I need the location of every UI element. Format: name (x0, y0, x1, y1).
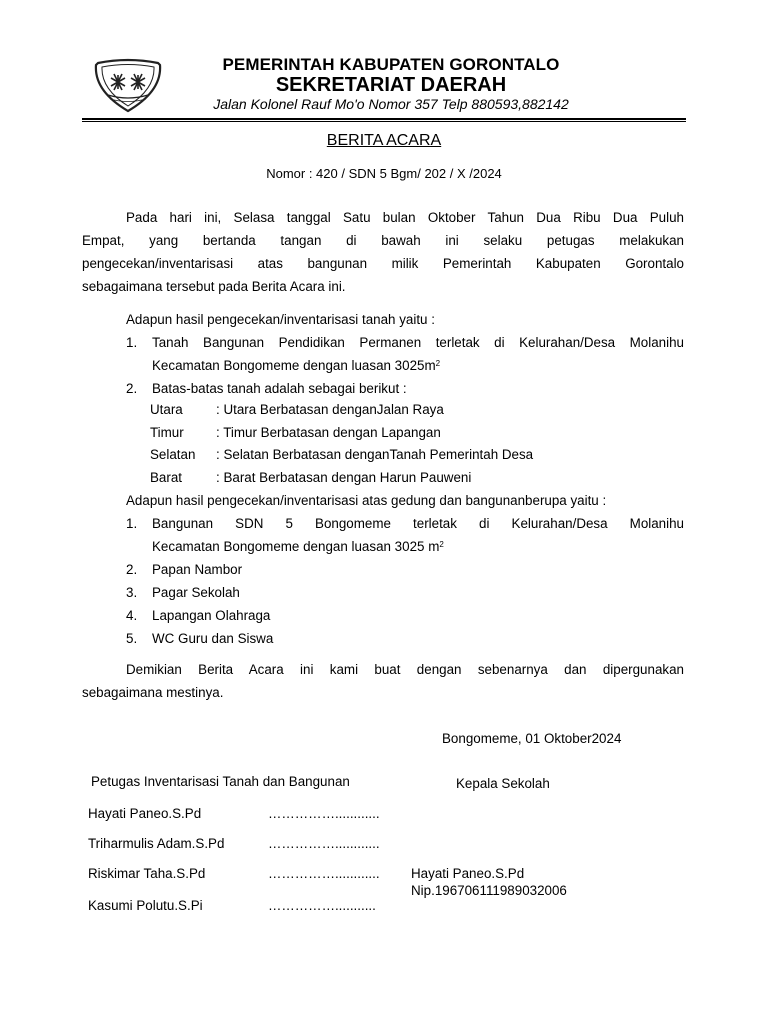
list-text: WC Guru dan Siswa (152, 631, 274, 646)
superscript: 2 (435, 359, 441, 368)
boundary-direction: Utara (150, 402, 183, 417)
boundary-description: : Barat Berbatasan dengan Harun Pauweni (216, 469, 472, 485)
closing-paragraph (82, 658, 684, 704)
intro-line: pengecekan/inventarisasi atas bangunan milik Pemerintah Kabupaten Gorontalo (82, 256, 684, 271)
list-text: Bangunan SDN 5 Bongomeme terletak di Kelurahan/Desa Molanihu (152, 516, 684, 531)
list-text: Kecamatan Bongomeme dengan luasan 3025m (152, 358, 436, 373)
officers-heading: Petugas Inventarisasi Tanah dan Bangunan (91, 774, 350, 789)
superscript: 2 (439, 540, 444, 549)
closing-line: Demikian Berita Acara ini kami buat dengan sebenarnya dan dipergunakan (126, 662, 684, 677)
building-section-heading: Adapun hasil pengecekan/inventarisasi atas gedung dan bangunanberupa yaitu : (126, 493, 607, 508)
list-number: 2. (126, 381, 138, 396)
letterhead-address: Jalan Kolonel Rauf Mo'o Nomor 357 Telp 880593,882142 (213, 96, 569, 112)
list-number: 1. (126, 516, 138, 531)
boundaries-table (150, 399, 533, 489)
list-number: 2. (126, 562, 138, 577)
principal-nip: Nip.196706111989032006 (411, 883, 567, 898)
list-item-continuation (126, 354, 684, 377)
boundary-row (150, 467, 533, 490)
letterhead-government: PEMERINTAH KABUPATEN GORONTALO (222, 55, 560, 74)
list-item (126, 581, 684, 604)
signature-line: ……………............ (268, 806, 380, 821)
place-date: Bongomeme, 01 Oktober2024 (442, 731, 622, 746)
intro-line: sebagaimana tersebut pada Berita Acara ini. (82, 279, 346, 294)
list-item (126, 377, 684, 400)
boundary-direction: Timur (150, 424, 184, 440)
land-section-heading: Adapun hasil pengecekan/inventarisasi tanah yaitu : (126, 312, 435, 327)
intro-line: Empat, yang bertanda tangan di bawah ini selaku petugas melakukan (82, 233, 684, 248)
officer-name: Kasumi Polutu.S.Pi (88, 898, 203, 913)
list-item (126, 512, 684, 535)
boundary-row (150, 399, 533, 422)
list-item (126, 558, 684, 581)
list-text: Batas-batas tanah adalah sebagai berikut : (152, 381, 407, 396)
boundary-description: : Selatan Berbatasan denganTanah Pemerintah Desa (216, 447, 534, 462)
list-item (126, 331, 684, 354)
letterhead-secretariat: SEKRETARIAT DAERAH (275, 74, 507, 96)
signature-line: ……………............ (268, 836, 380, 851)
list-text: Lapangan Olahraga (152, 608, 271, 623)
list-number: 5. (126, 631, 138, 646)
list-number: 1. (126, 335, 138, 350)
officer-name: Riskimar Taha.S.Pd (88, 866, 206, 881)
signature-line: ……………............ (268, 866, 380, 881)
list-text: Pagar Sekolah (152, 585, 240, 600)
list-text: Papan Nambor (152, 562, 243, 577)
intro-paragraph (82, 206, 684, 298)
list-number: 3. (126, 585, 138, 600)
list-item (126, 627, 684, 650)
principal-heading: Kepala Sekolah (456, 776, 550, 791)
letterhead-rule-thin (82, 121, 686, 122)
principal-name: Hayati Paneo.S.Pd (411, 866, 525, 881)
list-text: Kecamatan Bongomeme dengan luasan 3025 m (152, 539, 440, 554)
list-text: Tanah Bangunan Pendidikan Permanen terletak di Kelurahan/Desa Molanihu (152, 335, 684, 350)
list-number: 4. (126, 608, 138, 623)
list-item (126, 604, 684, 627)
boundary-direction: Barat (150, 469, 183, 485)
building-list (126, 512, 684, 650)
boundary-description: : Timur Berbatasan dengan Lapangan (216, 424, 441, 440)
boundary-description: : Utara Berbatasan denganJalan Raya (216, 402, 444, 417)
letterhead-rule-thick (82, 118, 686, 120)
boundary-direction: Selatan (150, 447, 196, 462)
closing-line: sebagaimana mestinya. (82, 685, 224, 700)
boundary-row (150, 444, 533, 467)
document-number: Nomor : 420 / SDN 5 Bgm/ 202 / X /2024 (266, 166, 502, 181)
intro-line: Pada hari ini, Selasa tanggal Satu bulan Oktober Tahun Dua Ribu Dua Puluh (126, 210, 684, 225)
boundary-row (150, 422, 533, 445)
officer-name: Hayati Paneo.S.Pd (88, 806, 202, 821)
list-item-continuation (126, 535, 684, 558)
signature-line: ……………........... (268, 898, 376, 913)
document-title: BERITA ACARA (326, 132, 442, 149)
land-list (126, 331, 684, 400)
officer-name: Triharmulis Adam.S.Pd (88, 836, 225, 851)
